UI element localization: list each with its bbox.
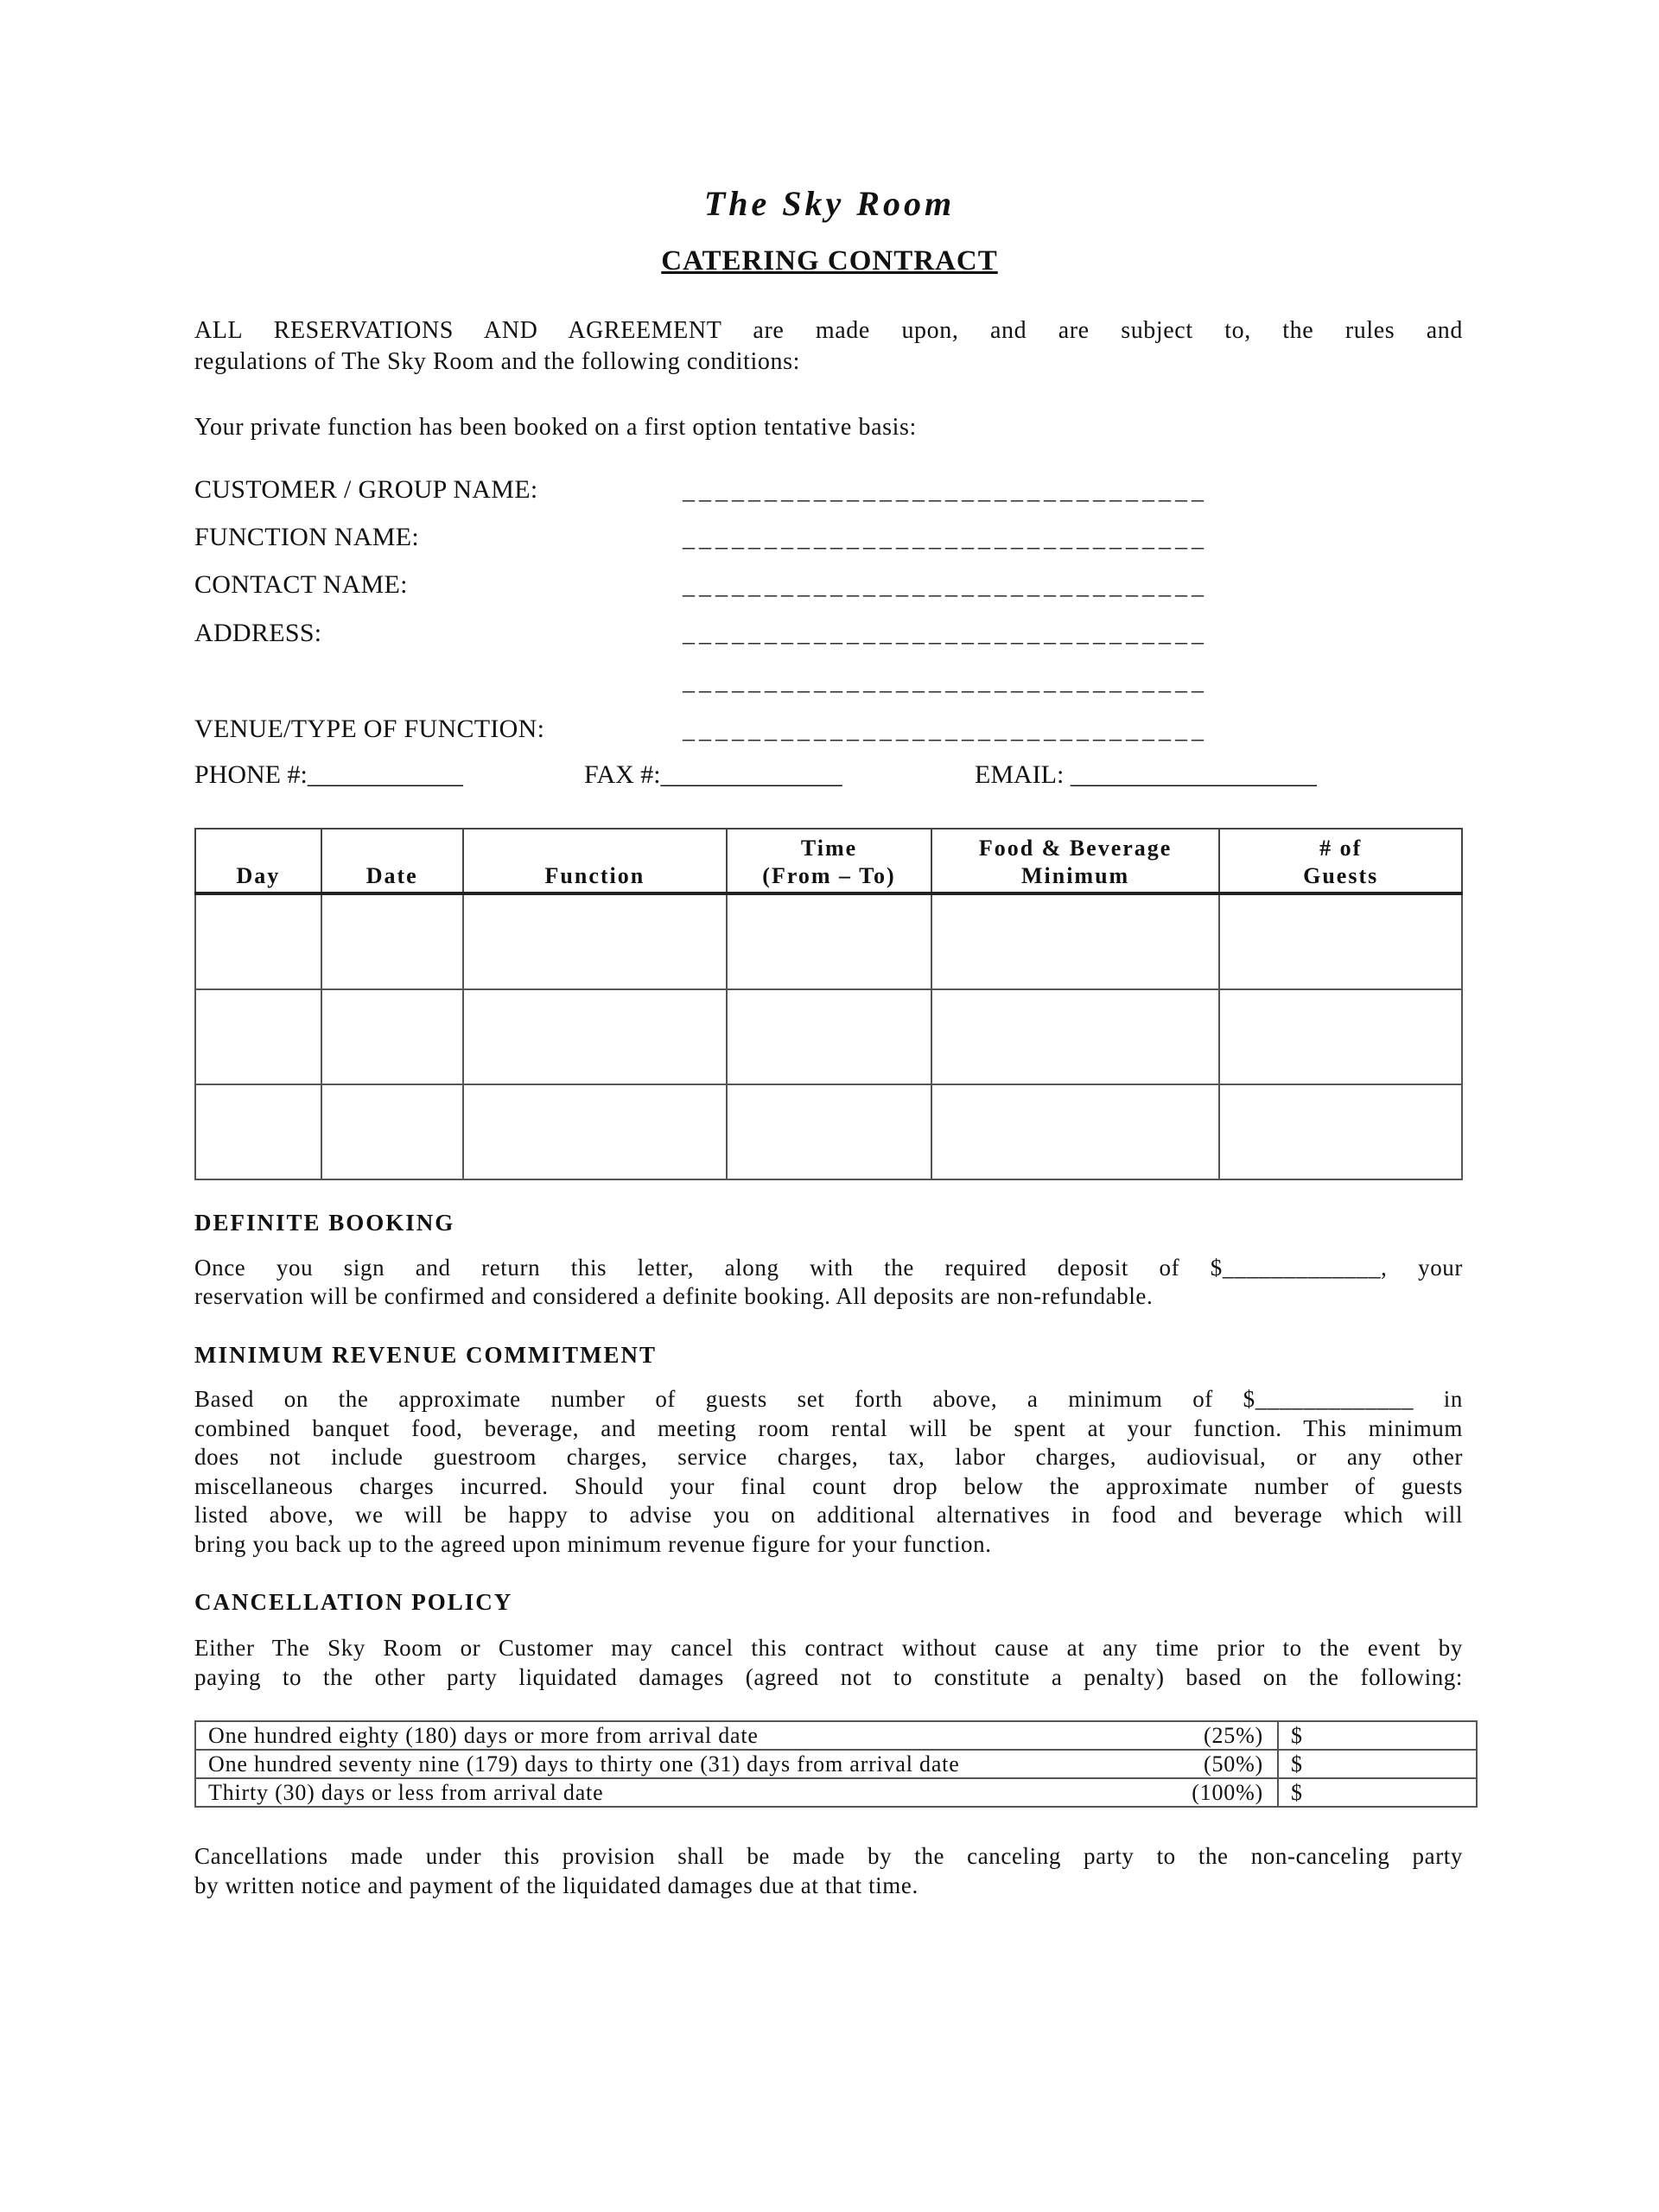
cell-day[interactable] (195, 1084, 321, 1179)
address-label: ADDRESS: (194, 619, 322, 647)
table-row (195, 1778, 1477, 1807)
minimum-revenue-line-1: Based on the approximate number of guests set forth above, a minimum of $_____________ in (194, 1386, 1463, 1412)
header-guests-line2: Guests (1303, 863, 1379, 888)
header-time-line1: Time (800, 836, 858, 861)
definite-booking-heading: DEFINITE BOOKING (194, 1210, 455, 1236)
function-schedule-table (194, 828, 1463, 1180)
header-fb-line2: Minimum (1020, 863, 1130, 888)
table-header-row (195, 829, 1462, 893)
contact-name-field[interactable]: ________________________________ (683, 573, 1208, 600)
minimum-revenue-paragraph (194, 1385, 1463, 1559)
cell-date[interactable] (321, 893, 463, 989)
cell-time[interactable] (727, 989, 931, 1084)
minimum-revenue-line-3: does not include guestroom charges, service charges, tax, labor charges, audiovisual, or any other (194, 1444, 1463, 1470)
cell-function[interactable] (463, 989, 728, 1084)
cancel-desc: One hundred seventy nine (179) days to thirty one (31) days from arrival date (195, 1750, 1156, 1778)
cancel-amount[interactable]: $ (1278, 1778, 1477, 1807)
email-field[interactable]: EMAIL: ___________________ (975, 760, 1317, 789)
header-date: Date (321, 829, 463, 893)
cancel-amount[interactable]: $ (1278, 1721, 1477, 1750)
contact-name-label: CONTACT NAME: (194, 570, 408, 599)
definite-booking-line-2: reservation will be confirmed and considered a definite booking. All deposits are non-refundable. (194, 1283, 1154, 1309)
cell-fb-minimum[interactable] (931, 893, 1220, 989)
header-fb-minimum (931, 829, 1220, 893)
document-subtitle: CATERING CONTRACT (661, 245, 998, 276)
cancel-percent: (50%) (1156, 1750, 1278, 1778)
cancellation-line-2: paying to the other party liquidated damages (agreed not to constitute a penalty) based on the following: (194, 1664, 1463, 1690)
customer-field[interactable]: ________________________________ (683, 478, 1208, 505)
header-function: Function (463, 829, 728, 893)
definite-booking-paragraph (194, 1254, 1463, 1311)
intro-paragraph (194, 315, 1463, 378)
cell-day[interactable] (195, 893, 321, 989)
cell-date[interactable] (321, 989, 463, 1084)
minimum-revenue-line-4: miscellaneous charges incurred. Should your final count drop below the approximate number of guests (194, 1472, 1463, 1499)
cell-fb-minimum[interactable] (931, 1084, 1220, 1179)
cell-day[interactable] (195, 989, 321, 1084)
cancel-percent: (100%) (1156, 1778, 1278, 1807)
cell-guests[interactable] (1219, 1084, 1462, 1179)
header-time-line2: (From – To) (762, 863, 896, 888)
header-fb-line1: Food & Beverage (978, 836, 1173, 861)
minimum-revenue-line-2: combined banquet food, beverage, and meeting room rental will be spent at your function. This minimum (194, 1414, 1463, 1441)
address-field-2[interactable]: ________________________________ (683, 669, 1208, 696)
fax-field[interactable]: FAX #:______________ (584, 760, 842, 789)
cancellation-paragraph (194, 1633, 1463, 1692)
cell-guests[interactable] (1219, 893, 1462, 989)
table-row (195, 1084, 1462, 1179)
table-row (195, 989, 1462, 1084)
header-guests (1219, 829, 1462, 893)
cell-function[interactable] (463, 893, 728, 989)
customer-label: CUSTOMER / GROUP NAME: (194, 475, 538, 504)
cancel-desc: One hundred eighty (180) days or more from arrival date (195, 1721, 1156, 1750)
minimum-revenue-line-5: listed above, we will be happy to advise you on additional alternatives in food and beverage which will (194, 1502, 1463, 1528)
cell-function[interactable] (463, 1084, 728, 1179)
table-row (195, 1750, 1477, 1778)
cell-time[interactable] (727, 893, 931, 989)
document-title: The Sky Room (703, 184, 956, 223)
cancel-desc: Thirty (30) days or less from arrival date (195, 1778, 1156, 1807)
minimum-revenue-heading: MINIMUM REVENUE COMMITMENT (194, 1342, 657, 1368)
phone-field[interactable]: PHONE #:____________ (194, 760, 463, 789)
cancel-amount[interactable]: $ (1278, 1750, 1477, 1778)
definite-booking-line-1: Once you sign and return this letter, along with the required deposit of $_____________, your (194, 1255, 1463, 1281)
cancellation-footer-line-1: Cancellations made under this provision shall be made by the canceling party to the non-canceling party (194, 1843, 1463, 1869)
cell-fb-minimum[interactable] (931, 989, 1220, 1084)
header-day: Day (195, 829, 321, 893)
cell-time[interactable] (727, 1084, 931, 1179)
cancel-percent: (25%) (1156, 1721, 1278, 1750)
header-guests-line1: # of (1319, 836, 1363, 861)
cancellation-table (194, 1720, 1478, 1808)
cancellation-footer-paragraph (194, 1841, 1463, 1900)
function-name-field[interactable]: ________________________________ (683, 525, 1208, 552)
intro-line-2: regulations of The Sky Room and the following conditions: (194, 348, 800, 375)
cancellation-heading: CANCELLATION POLICY (194, 1589, 513, 1615)
cancellation-footer-line-2: by written notice and payment of the liquidated damages due at that time. (194, 1872, 918, 1898)
address-field-1[interactable]: ________________________________ (683, 620, 1208, 647)
table-row (195, 1721, 1477, 1750)
cell-date[interactable] (321, 1084, 463, 1179)
cancellation-line-1: Either The Sky Room or Customer may cancel this contract without cause at any time prior to the event by (194, 1635, 1463, 1661)
cell-guests[interactable] (1219, 989, 1462, 1084)
function-name-label: FUNCTION NAME: (194, 523, 420, 551)
venue-label: VENUE/TYPE OF FUNCTION: (194, 715, 545, 743)
tentative-text: Your private function has been booked on a first option tentative basis: (194, 414, 917, 441)
minimum-revenue-line-6: bring you back up to the agreed upon minimum revenue figure for your function. (194, 1530, 992, 1557)
header-time (727, 829, 931, 893)
venue-field[interactable]: ________________________________ (683, 717, 1208, 744)
table-row (195, 893, 1462, 989)
intro-line-1: ALL RESERVATIONS AND AGREEMENT are made upon, and are subject to, the rules and (194, 317, 1463, 344)
